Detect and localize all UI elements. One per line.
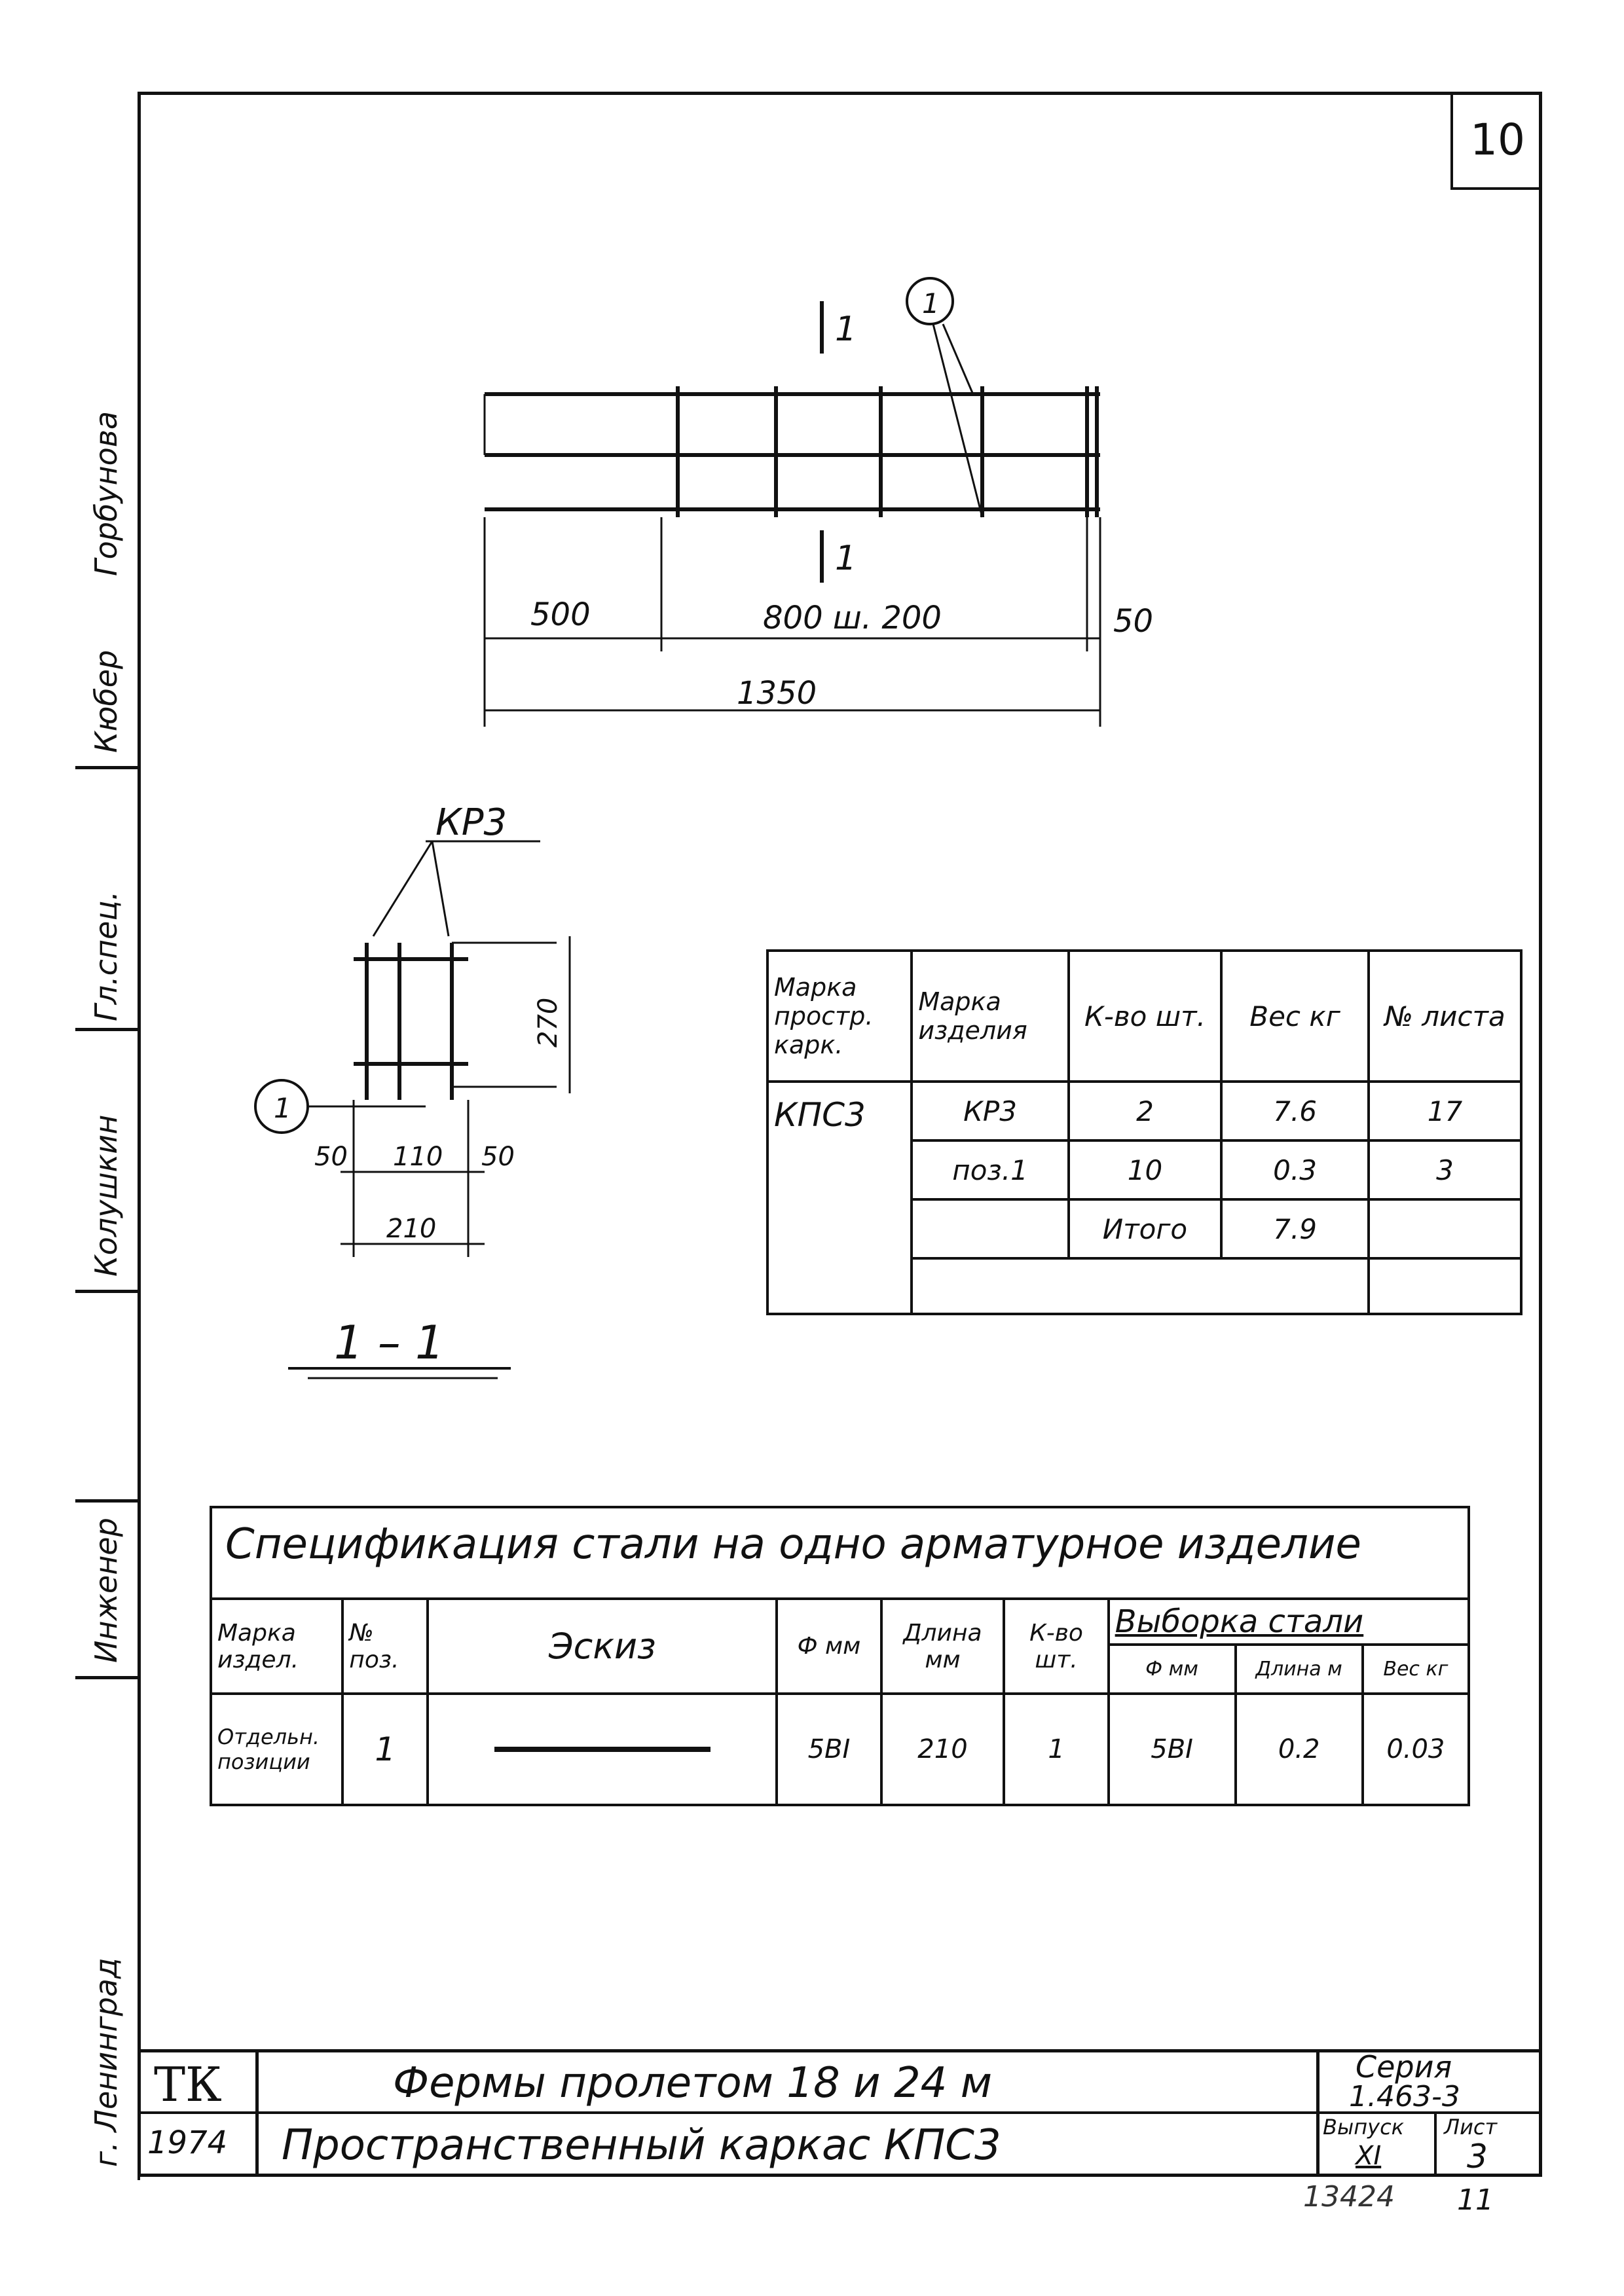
cell: КР3 bbox=[912, 1082, 1068, 1140]
cell: 3 bbox=[1369, 1140, 1521, 1199]
section-position-callout: 1 bbox=[274, 1092, 291, 1124]
cell: 17 bbox=[1369, 1082, 1521, 1140]
sheet-label: Лист bbox=[1444, 2115, 1498, 2140]
cell-length: 210 bbox=[881, 1694, 1005, 1805]
city-label: г. Ленинград bbox=[88, 1958, 124, 2167]
cell: 7.6 bbox=[1221, 1082, 1369, 1140]
th-sheet: № листа bbox=[1369, 951, 1521, 1082]
cell-diam: 5ВⅠ bbox=[777, 1694, 881, 1805]
dim-total: 1350 bbox=[737, 675, 817, 712]
title-main: Фермы пролетом 18 и 24 м bbox=[393, 2059, 992, 2107]
cell: 7.9 bbox=[1221, 1199, 1369, 1258]
cell-sketch bbox=[428, 1694, 777, 1805]
cell bbox=[1369, 1199, 1521, 1258]
th-selection: Выборка стали bbox=[1109, 1599, 1469, 1645]
th-sketch: Эскиз bbox=[428, 1599, 777, 1694]
section-mark-top: 1 bbox=[835, 310, 857, 349]
section-dim-270: 270 bbox=[533, 997, 563, 1048]
cell-sel-length: 0.2 bbox=[1236, 1694, 1363, 1805]
section-dim-210: 210 bbox=[386, 1214, 437, 1244]
signature-kolushkin: Колушкин bbox=[88, 1114, 124, 1277]
tb-divider bbox=[1434, 2111, 1437, 2177]
dim-800: 800 ш. 200 bbox=[763, 600, 942, 636]
cell: Итого bbox=[1069, 1199, 1221, 1258]
th-qty: К-во шт. bbox=[1004, 1599, 1108, 1694]
section-mark-bottom: 1 bbox=[835, 539, 857, 578]
cell: 10 bbox=[1069, 1140, 1221, 1199]
title-sub: Пространственный каркас КПС3 bbox=[282, 2121, 1001, 2170]
position-callout: 1 bbox=[922, 287, 940, 319]
section-dim-110: 110 bbox=[393, 1142, 443, 1172]
table-row bbox=[767, 1082, 1521, 1140]
dim-500: 500 bbox=[530, 596, 591, 633]
table-header-row bbox=[767, 951, 1521, 1082]
steel-spec-table bbox=[210, 1597, 1470, 1806]
cell-sel-diam: 5ВⅠ bbox=[1109, 1694, 1236, 1805]
th-sel-length: Длина м bbox=[1236, 1645, 1363, 1694]
th-pos: № поз. bbox=[342, 1599, 428, 1694]
cell bbox=[1369, 1258, 1521, 1314]
kr3-label: КР3 bbox=[435, 801, 507, 844]
section-dim-50-left: 50 bbox=[314, 1142, 348, 1172]
table-header-row bbox=[211, 1599, 1469, 1645]
cell: поз.1 bbox=[912, 1140, 1068, 1199]
page-number: 11 bbox=[1457, 2183, 1494, 2217]
cell bbox=[912, 1199, 1068, 1258]
cell-qty: 1 bbox=[1004, 1694, 1108, 1805]
th-weight: Вес кг bbox=[1221, 951, 1369, 1082]
signature-kyuber: Кюбер bbox=[88, 649, 124, 753]
sheet-number: 10 bbox=[1450, 92, 1542, 190]
th-qty: К-во шт. bbox=[1069, 951, 1221, 1082]
frame-composition-table bbox=[766, 949, 1522, 1315]
section-dim-50-right: 50 bbox=[481, 1142, 515, 1172]
cell-sel-weight: 0.03 bbox=[1363, 1694, 1469, 1805]
bar-sketch bbox=[494, 1747, 710, 1752]
series-label: Серия bbox=[1356, 2049, 1452, 2085]
th-sel-weight: Вес кг bbox=[1363, 1645, 1469, 1694]
th-frame-mark: Марка простр. карк. bbox=[767, 951, 912, 1082]
dim-50: 50 bbox=[1113, 603, 1154, 640]
cell bbox=[912, 1258, 1369, 1314]
th-mark: Марка издел. bbox=[211, 1599, 342, 1694]
th-length: Длина мм bbox=[881, 1599, 1005, 1694]
cell: 2 bbox=[1069, 1082, 1221, 1140]
signature-gorbunova: Горбунова bbox=[88, 410, 124, 576]
org-code: ТК bbox=[154, 2057, 222, 2112]
signature-chief-spec: Гл.спец. bbox=[88, 890, 124, 1021]
th-diam: Ф мм bbox=[777, 1599, 881, 1694]
section-title: 1 – 1 bbox=[334, 1316, 445, 1370]
cell: 0.3 bbox=[1221, 1140, 1369, 1199]
sidebar-divider bbox=[75, 1676, 138, 1679]
issue-label: Выпуск bbox=[1323, 2115, 1404, 2140]
issue-value: ХI bbox=[1356, 2141, 1382, 2171]
cell-mark: Отдельн. позиции bbox=[211, 1694, 342, 1805]
frame-mark: КПС3 bbox=[767, 1082, 912, 1314]
sheet-value: 3 bbox=[1467, 2138, 1488, 2176]
series-value: 1.463-3 bbox=[1349, 2080, 1460, 2113]
table-row bbox=[211, 1694, 1469, 1805]
signature-engineer: Инженер bbox=[88, 1518, 124, 1663]
tb-divider bbox=[138, 2111, 1542, 2114]
th-sel-diam: Ф мм bbox=[1109, 1645, 1236, 1694]
year: 1974 bbox=[147, 2124, 228, 2161]
inventory-number: 13424 bbox=[1303, 2180, 1395, 2214]
cell-pos: 1 bbox=[342, 1694, 428, 1805]
th-item-mark: Марка изделия bbox=[912, 951, 1068, 1082]
spec-title: Спецификация стали на одно арматурное изделие bbox=[210, 1506, 1470, 1597]
